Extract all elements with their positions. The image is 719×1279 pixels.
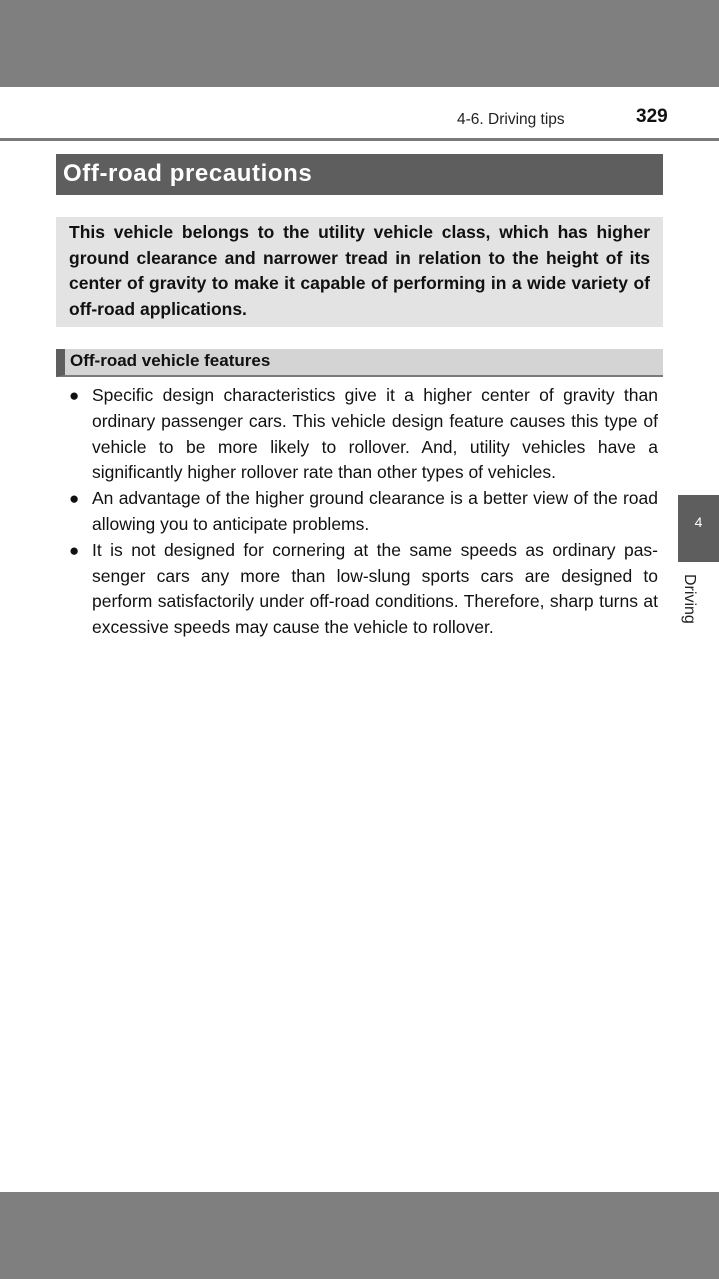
list-item — [68, 486, 658, 538]
list-item — [68, 538, 658, 641]
bullet-icon: ● — [69, 386, 80, 405]
chapter-number: 4 — [694, 514, 703, 530]
list-item-text: Specific design characteristics give it a higher center of gravity than ordinary passenger cars. This vehicle design feature causes this type of vehicle to be more likely to rollover. And, utility vehicles have a significantly higher rollover rate than other types of vehicles. — [92, 385, 658, 483]
bullet-icon: ● — [69, 540, 80, 560]
viewer-bottom-margin — [0, 1192, 719, 1279]
list-item — [68, 383, 658, 486]
list-item-text: It is not designed for cornering at the same speeds as ordinary pas-senger cars any more than low-slung sports cars are designed to perform satisfactorily under off-road conditions. Therefore, sharp turns at excessive speeds may cause the vehicle to rollover. — [92, 539, 658, 638]
header-divider — [0, 138, 719, 141]
viewer-top-margin — [0, 0, 719, 87]
feature-list — [68, 383, 658, 641]
subsection-heading: Off-road vehicle features — [56, 349, 663, 377]
manual-page — [0, 87, 719, 1192]
chapter-label: Driving — [681, 574, 698, 624]
page-number: 329 — [636, 106, 668, 127]
section-breadcrumb: 4-6. Driving tips — [457, 111, 565, 128]
page-title: Off-road precautions — [56, 154, 663, 195]
intro-summary: This vehicle belongs to the utility vehicle class, which has higher ground clearance and narrower tread in relation to the height of its center of gravity to make it capable of performing in a wide variety of off-road applications. — [56, 217, 663, 327]
list-item-text: An advantage of the higher ground clearance is a better view of the road allowing you to anticipate problems. — [92, 488, 658, 534]
bullet-icon: ● — [69, 489, 80, 509]
chapter-tab[interactable] — [678, 495, 719, 562]
